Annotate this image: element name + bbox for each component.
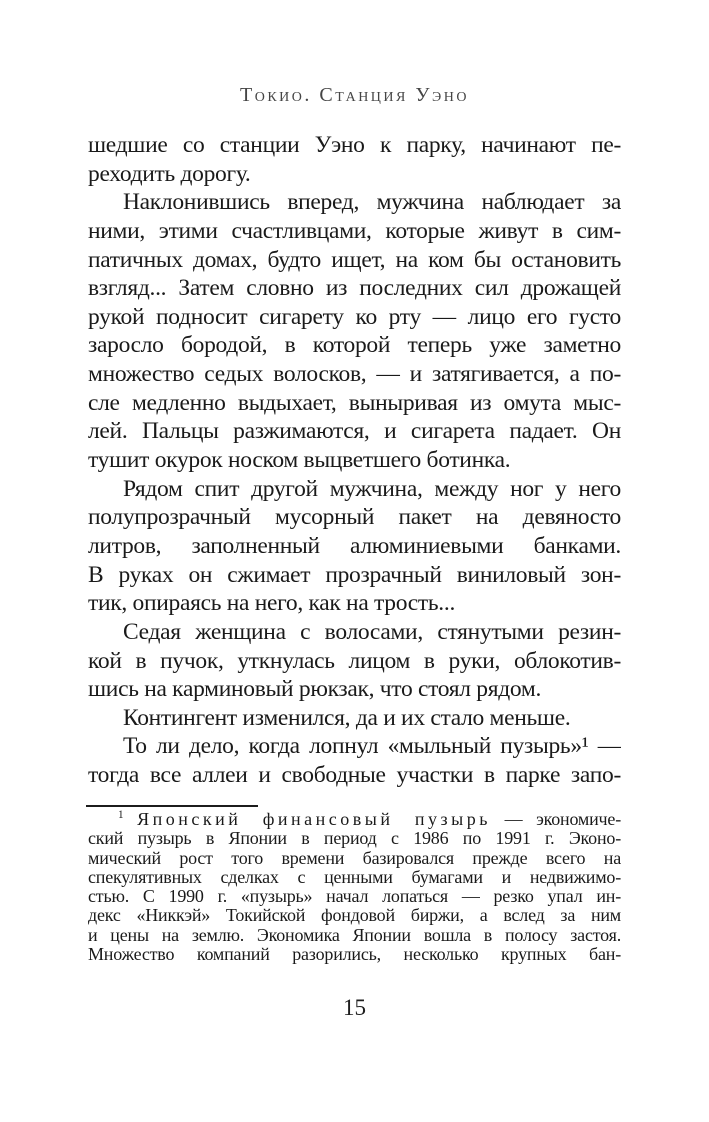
footnote-line: мический рост того времени базировался прежде всего на	[88, 848, 621, 868]
body-line: шедшие со станции Уэно к парку, начинают пе-	[88, 132, 621, 158]
running-header: Токио. Станция Уэно	[240, 84, 469, 106]
body-line: шись на карминовый рюкзак, что стоял рядом.	[88, 676, 542, 703]
body-line: Седая женщина с волосами, стянутыми резин-	[123, 618, 621, 645]
body-line: множество седых волосков, — и затягивается, а по-	[88, 361, 621, 388]
footnote-line: и цены на землю. Экономика Японии вошла в полосу застоя.	[88, 925, 621, 945]
body-line: кой в пучок, уткнулась лицом в руки, облокотив-	[88, 647, 621, 674]
footnote	[88, 810, 621, 964]
footnote-line: Множество компаний разорились, несколько крупных бан-	[88, 945, 621, 965]
body-line: Рядом спит другой мужчина, между ног у него	[123, 475, 621, 502]
body-line: тогда все аллеи и свободные участки в парке запо-	[88, 762, 621, 789]
body-line: ними, этими счастливцами, которые живут в сим-	[88, 217, 621, 244]
body-text	[88, 131, 621, 790]
body-line: То ли дело, когда лопнул «мыльный пузырь»¹ —	[123, 733, 621, 760]
footnote-rule	[86, 805, 258, 807]
body-line: патичных домах, будто ищет, на ком бы остановить	[88, 246, 621, 273]
body-line: тик, опираясь на него, как на трость...	[88, 590, 456, 617]
body-line: рукой подносит сигарету ко рту — лицо его густо	[88, 303, 621, 330]
body-line: Контингент изменился, да и их стало меньше.	[123, 704, 571, 731]
footnote-line: спекулятивных сделках с ценными бумагами и недвижимо-	[88, 867, 621, 887]
body-line: В руках он сжимает прозрачный виниловый зон-	[88, 561, 621, 588]
body-line: взгляд... Затем словно из последних сил дрожащей	[88, 275, 621, 302]
body-line: тушит окурок носком выцветшего ботинка.	[88, 447, 511, 474]
footnote-line: декс «Никкэй» Токийской фондовой биржи, а вслед за ним	[88, 906, 621, 926]
body-line: сле медленно выдыхает, выныривая из омута мыс-	[88, 389, 621, 416]
footnote-term: Японский финансовый пузырь	[137, 810, 491, 829]
body-line: реходить дорогу.	[88, 160, 251, 187]
body-line: полупрозрачный мусорный пакет на девяносто	[88, 504, 621, 531]
footnote-line: стью. С 1990 г. «пузырь» начал лопаться — резко упал ин-	[88, 887, 621, 907]
footnote-line: $^1$ Японский финансовый пузырь — экономиче-	[118, 810, 621, 829]
body-line: Наклонившись вперед, мужчина наблюдает за	[123, 189, 621, 216]
footnote-marker: 1	[118, 810, 124, 821]
body-line: лей. Пальцы разжимаются, и сигарета падает. Он	[88, 418, 621, 445]
body-line: литров, заполненный алюминиевыми банками.	[88, 532, 621, 559]
footnote-line: ский пузырь в Японии в период с 1986 по 1991 г. Эконо-	[88, 829, 621, 849]
body-line: заросло бородой, в которой теперь уже заметно	[88, 332, 621, 359]
page-number: 15	[343, 995, 366, 1020]
